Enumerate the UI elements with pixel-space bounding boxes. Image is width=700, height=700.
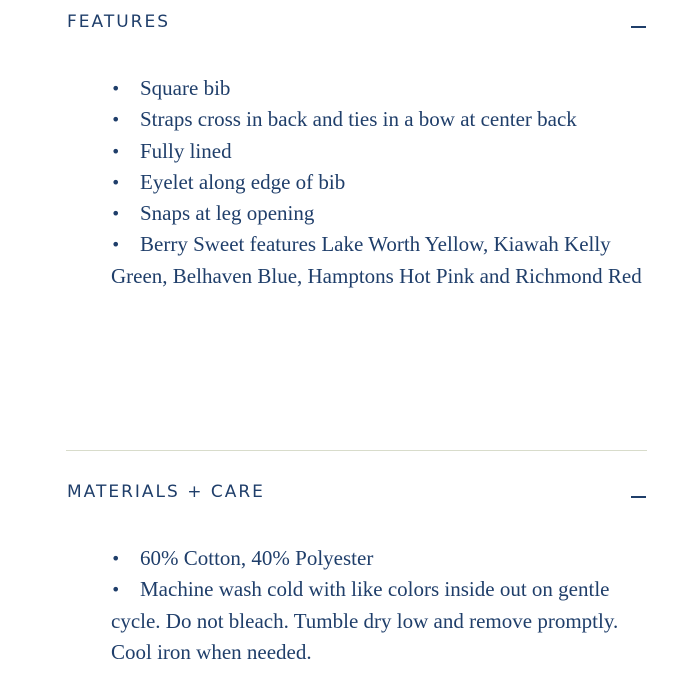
materials-accordion-header[interactable] xyxy=(66,470,647,500)
bullet-icon: • xyxy=(111,580,121,600)
bullet-icon: • xyxy=(111,79,121,98)
bullet-icon: • xyxy=(111,549,121,568)
features-accordion-header[interactable] xyxy=(66,0,647,30)
features-title: FEATURES xyxy=(67,12,171,32)
bullet-icon: • xyxy=(111,141,121,161)
list-item: • Fully lined xyxy=(111,136,646,167)
bullet-icon: • xyxy=(111,110,121,130)
list-item: • Eyelet along edge of bib xyxy=(111,167,646,198)
section-divider xyxy=(66,450,647,451)
list-item: • 60% Cotton, 40% Polyester xyxy=(111,543,646,574)
list-item: • Machine wash cold with like colors inside out on gentle cycle. Do not bleach. Tumble dry low and remove promptly. Cool iron when needed. xyxy=(111,574,646,668)
minus-icon[interactable] xyxy=(631,496,646,498)
materials-list xyxy=(111,543,646,668)
bullet-icon: • xyxy=(111,172,121,192)
bullet-icon: • xyxy=(111,204,121,224)
features-list xyxy=(111,73,646,292)
minus-icon[interactable] xyxy=(631,26,646,28)
features-section xyxy=(66,0,647,288)
materials-section xyxy=(66,470,647,664)
list-item: • Berry Sweet features Lake Worth Yellow, Kiawah Kelly Green, Belhaven Blue, Hamptons Hot Pink and Richmond Red xyxy=(111,229,646,292)
list-item: • Square bib xyxy=(111,73,646,104)
bullet-icon: • xyxy=(111,235,121,255)
list-item: • Straps cross in back and ties in a bow at center back xyxy=(111,104,646,135)
list-item: • Snaps at leg opening xyxy=(111,198,646,229)
materials-title: MATERIALS + CARE xyxy=(67,482,265,502)
